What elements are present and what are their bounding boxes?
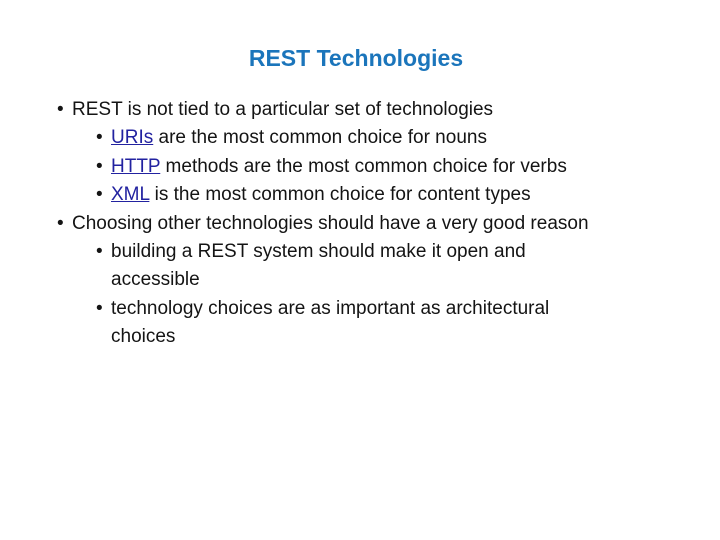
bullet-line	[0, 96, 720, 124]
bullet-line	[0, 295, 720, 323]
bullet-text: REST is not tied to a particular set of technologies	[72, 99, 494, 120]
bullet-text: Choosing other technologies should have a very good reason	[72, 212, 589, 234]
bullet-text: choices	[111, 326, 176, 348]
bullet-text: are the most common choice for nouns	[153, 127, 487, 149]
bullet-text: methods are the most common choice for verbs	[160, 155, 567, 177]
bullet-line	[0, 153, 720, 181]
bullet-text: building a REST system should make it open and	[111, 241, 526, 263]
http-link[interactable]: HTTP	[111, 155, 161, 177]
bullet-line-continuation	[0, 323, 720, 351]
bullet-icon: •	[96, 127, 103, 149]
bullet-list	[0, 96, 720, 352]
bullet-line	[0, 238, 720, 266]
bullet-text: accessible	[111, 269, 200, 291]
bullet-icon: •	[96, 155, 103, 177]
bullet-icon: •	[57, 212, 64, 234]
bullet-line	[0, 124, 720, 152]
slide-title: REST Technologies	[248, 45, 464, 71]
bullet-text: is the most common choice for content types	[149, 184, 531, 206]
bullet-icon: •	[57, 99, 64, 120]
bullet-icon: •	[96, 297, 103, 319]
bullet-icon: •	[96, 241, 103, 263]
bullet-line	[0, 210, 720, 238]
bullet-line	[0, 181, 720, 209]
uris-link[interactable]: URIs	[111, 127, 154, 149]
xml-link[interactable]: XML	[111, 184, 150, 206]
bullet-text: technology choices are as important as architectural	[111, 297, 550, 319]
bullet-line-continuation	[0, 266, 720, 294]
bullet-icon: •	[96, 184, 103, 206]
